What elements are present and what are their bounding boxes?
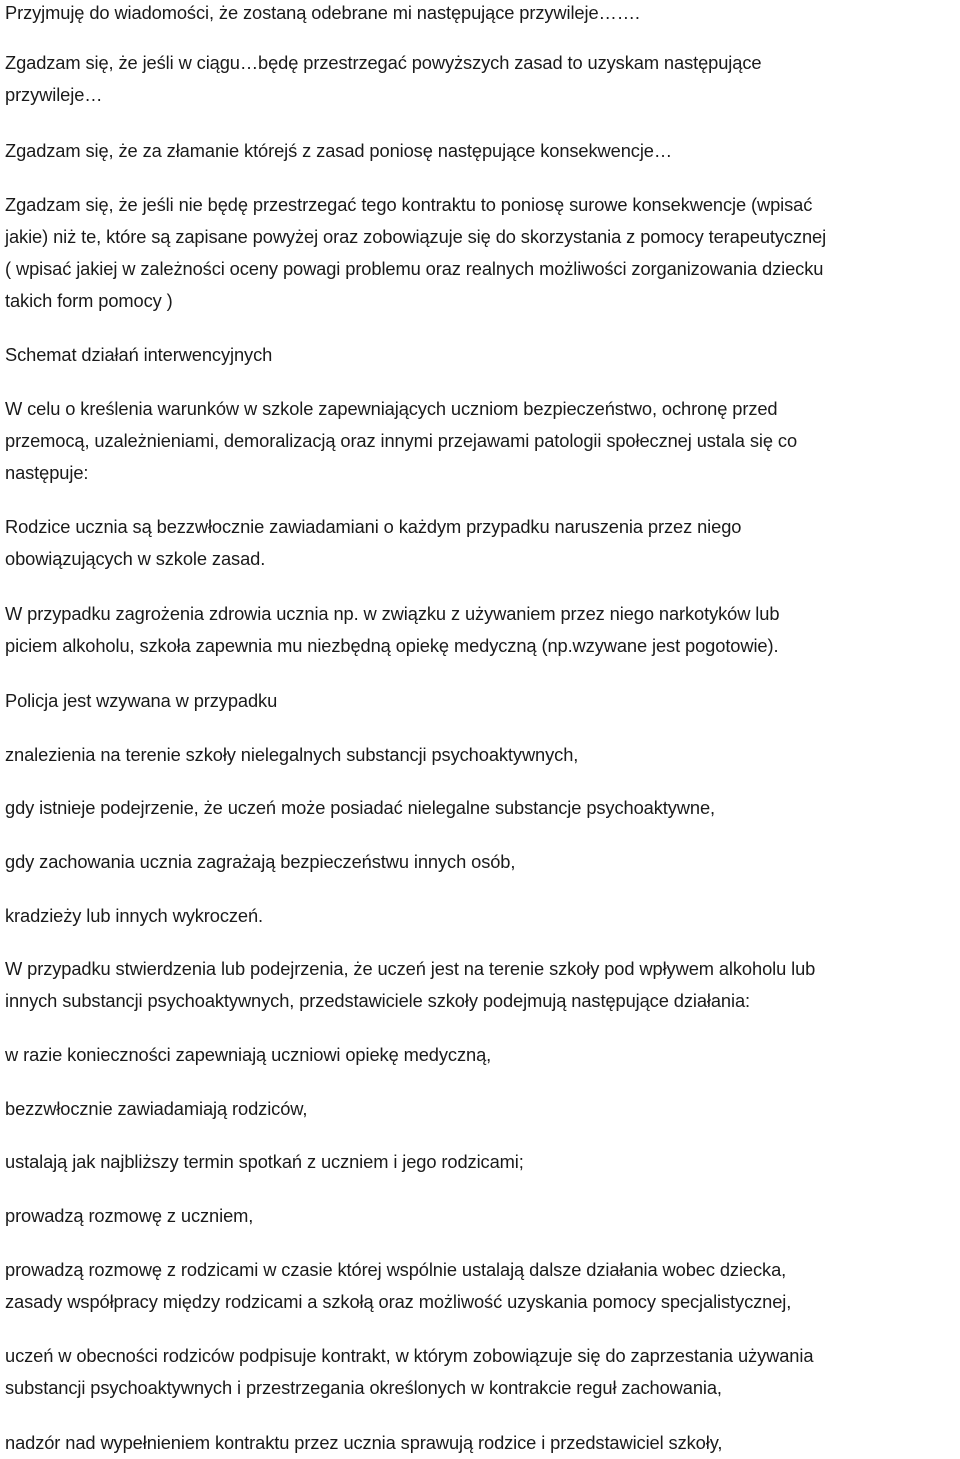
paragraph-privileges-removed: Przyjmuję do wiadomości, że zostaną odebrane mi następujące przywileje……. — [5, 2, 640, 23]
list-item-threat-to-others: gdy zachowania ucznia zagrażają bezpieczeństwu innych osób, — [5, 851, 516, 872]
paragraph-parents-notified: Rodzice ucznia są bezzwłocznie zawiadamiani o każdym przypadku naruszenia przez niego obowiązujących w szkole zasad. — [5, 516, 742, 569]
paragraph-health-threat: W przypadku zagrożenia zdrowia ucznia np. w związku z używaniem przez niego narkotyków lub piciem alkoholu, szkoła zapewnia mu niezbędną opiekę medyczną (np.wzywane jest pogotowie). — [5, 603, 780, 656]
list-item-illegal-substances-found: znalezienia na terenie szkoły nielegalnych substancji psychoaktywnych, — [5, 744, 579, 765]
list-item-student-contract: uczeń w obecności rodziców podpisuje kontrakt, w którym zobowiązuje się do zaprzestania używania substancji psychoaktywnych i przestrzegania określonych w kontrakcie reguł zachowania, — [5, 1345, 814, 1398]
paragraph-safety-conditions: W celu o kreślenia warunków w szkole zapewniających uczniom bezpieczeństwo, ochronę przed przemocą, uzależnieniami, demoralizacją oraz innymi przejawami patologii społecznej ustala się co następuje: — [5, 398, 798, 483]
list-item-talk-with-parents: prowadzą rozmowę z rodzicami w czasie której wspólnie ustalają dalsze działania wobec dziecka, zasady współpracy między rodzicami a szkołą oraz możliwość uzyskania pomocy specjalistycznej, — [5, 1259, 792, 1312]
paragraph-under-influence: W przypadku stwierdzenia lub podejrzenia, że uczeń jest na terenie szkoły pod wpływem alkoholu lub innych substancji psychoaktywnych, przedstawiciele szkoły podejmują następujące działania: — [5, 958, 816, 1011]
list-item-theft-offences: kradzieży lub innych wykroczeń. — [5, 905, 264, 926]
list-item-talk-with-student: prowadzą rozmowę z uczniem, — [5, 1205, 254, 1226]
list-item-schedule-meeting: ustalają jak najbliższy termin spotkań z uczniem i jego rodzicami; — [5, 1151, 524, 1172]
list-item-medical-care: w razie konieczności zapewniają uczniowi opiekę medyczną, — [5, 1044, 492, 1065]
paragraph-police-called: Policja jest wzywana w przypadku — [5, 690, 278, 711]
list-item-notify-parents: bezzwłocznie zawiadamiają rodziców, — [5, 1098, 308, 1119]
paragraph-contract-agreement: Zgadzam się, że jeśli nie będę przestrzegać tego kontraktu to poniosę surowe konsekwencje (wpisać jakie) niż te, które są zapisane powyżej oraz zobowiązuje się do skorzystania z pomocy terapeutycznej ( wpisać jakiej w zależności oceny powagi problemu oraz realnych możliwości zorganizowania dziecku takich form pomocy ) — [5, 194, 827, 311]
list-item-suspicion-possession: gdy istnieje podejrzenie, że uczeń może posiadać nielegalne substancje psychoaktywne, — [5, 797, 715, 818]
section-heading-intervention: Schemat działań interwencyjnych — [5, 344, 273, 365]
list-item-contract-supervision: nadzór nad wypełnieniem kontraktu przez ucznia sprawują rodzice i przedstawiciel szkoły, — [5, 1432, 723, 1453]
paragraph-privileges-gained: Zgadzam się, że jeśli w ciągu…będę przestrzegać powyższych zasad to uzyskam następujące przywileje… — [5, 52, 762, 105]
paragraph-consequences: Zgadzam się, że za złamanie którejś z zasad poniosę następujące konsekwencje… — [5, 140, 673, 161]
